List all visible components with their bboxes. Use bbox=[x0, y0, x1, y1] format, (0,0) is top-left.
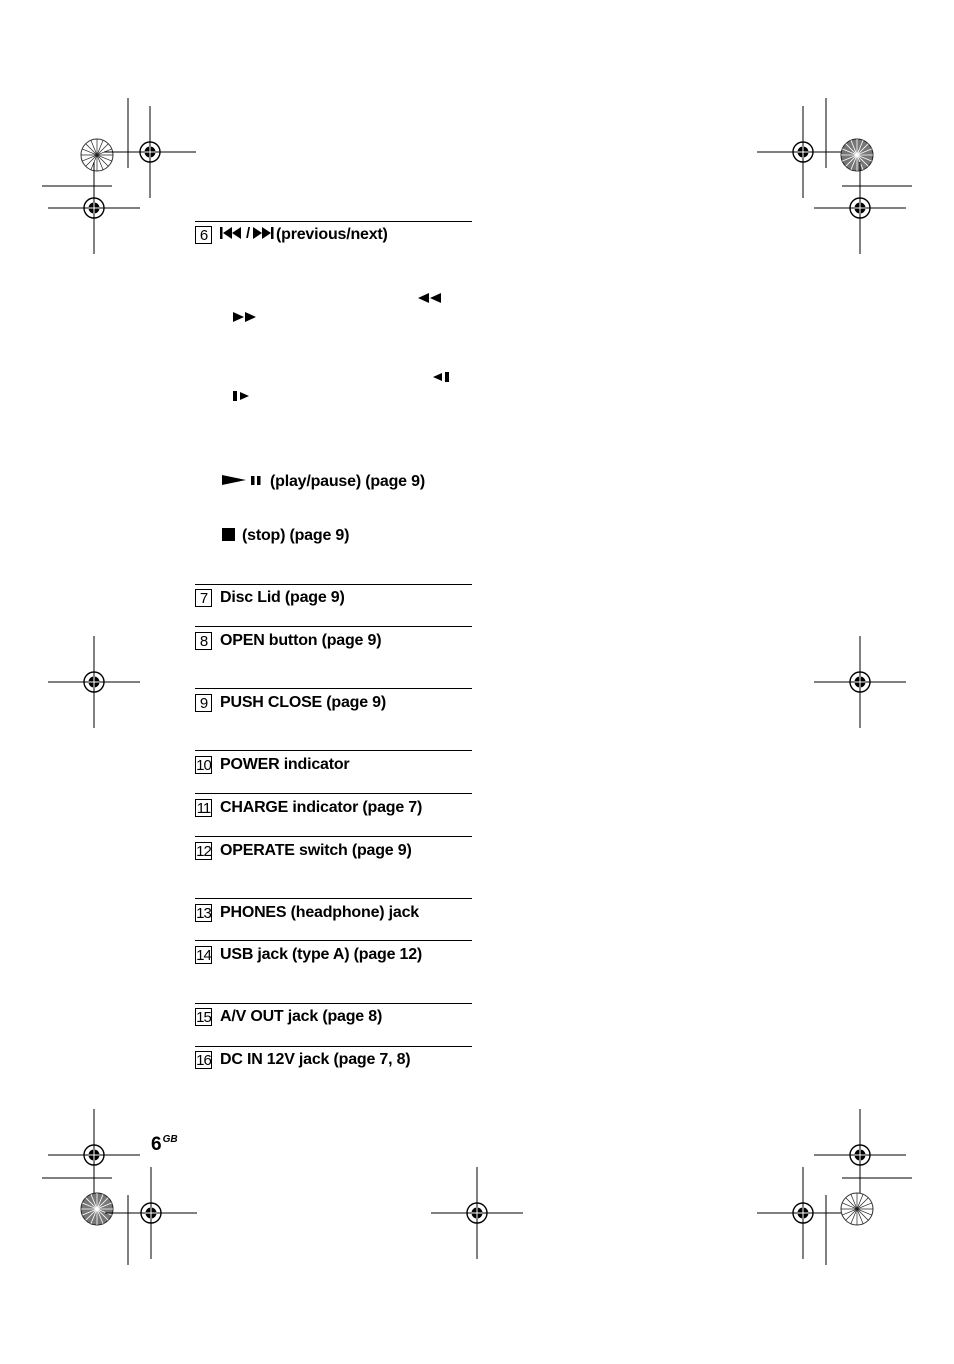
entry-divider bbox=[195, 1003, 472, 1004]
entry-power-indicator bbox=[195, 753, 349, 777]
entry-divider bbox=[195, 836, 472, 837]
entry-number: 7 bbox=[195, 589, 212, 607]
entry-divider bbox=[195, 940, 472, 941]
entry-divider bbox=[195, 584, 472, 585]
entry-number: 10 bbox=[196, 756, 211, 774]
entry-divider bbox=[195, 750, 472, 751]
fast-forward-icon bbox=[232, 311, 258, 323]
play-pause-icon bbox=[222, 473, 264, 492]
entry-label: A/V OUT jack (page 8) bbox=[220, 1008, 383, 1025]
play-pause-item bbox=[222, 470, 425, 494]
entry-label: OPEN button (page 9) bbox=[220, 632, 382, 649]
entry-number: 13 bbox=[196, 904, 211, 922]
entry-label: CHARGE indicator (page 7) bbox=[220, 799, 423, 816]
entry-label: PUSH CLOSE (page 9) bbox=[220, 694, 387, 711]
entry-number: 12 bbox=[196, 842, 211, 860]
stop-icon bbox=[222, 527, 236, 546]
slow-forward-icon bbox=[232, 390, 252, 402]
entry-number: 11 bbox=[196, 799, 211, 817]
entry-label: DC IN 12V jack (page 7, 8) bbox=[220, 1051, 411, 1068]
entry-label: Disc Lid (page 9) bbox=[220, 589, 345, 606]
entry-divider bbox=[195, 898, 472, 899]
entry-number: 16 bbox=[196, 1051, 211, 1069]
page-number-value: 6 bbox=[151, 1134, 162, 1155]
entry-label: PHONES (headphone) jack bbox=[220, 904, 419, 921]
entry-label: OPERATE switch (page 9) bbox=[220, 842, 412, 859]
entry-number: 14 bbox=[196, 946, 211, 964]
play-pause-label: (play/pause) (page 9) bbox=[270, 473, 425, 490]
entry-dc-in-jack bbox=[195, 1048, 410, 1072]
entry-divider bbox=[195, 688, 472, 689]
slow-reverse-icon bbox=[432, 371, 452, 383]
entry-previous-next bbox=[195, 223, 388, 247]
entry-number: 6 bbox=[195, 226, 212, 244]
entry-push-close bbox=[195, 691, 386, 715]
stop-item bbox=[222, 524, 349, 548]
svg-text:/: / bbox=[246, 225, 250, 240]
page-number-suffix: GB bbox=[162, 1134, 178, 1145]
entry-number: 8 bbox=[195, 632, 212, 650]
page-number bbox=[151, 1134, 178, 1156]
rewind-icon bbox=[417, 292, 443, 304]
entry-disc-lid bbox=[195, 586, 345, 610]
entry-divider bbox=[195, 793, 472, 794]
entry-usb-jack bbox=[195, 943, 422, 967]
entry-phones-jack bbox=[195, 901, 419, 925]
entry-operate-switch bbox=[195, 839, 412, 863]
entry-label: POWER indicator bbox=[220, 756, 350, 773]
entry-open-button bbox=[195, 629, 381, 653]
entry-av-out-jack bbox=[195, 1005, 382, 1029]
entry-divider bbox=[195, 221, 472, 222]
stop-label: (stop) (page 9) bbox=[242, 527, 350, 544]
entry-number: 15 bbox=[196, 1008, 211, 1026]
entry-charge-indicator bbox=[195, 796, 422, 820]
entry-divider bbox=[195, 1046, 472, 1047]
entry-label: (previous/next) bbox=[276, 226, 388, 243]
entry-number: 9 bbox=[195, 694, 212, 712]
entry-divider bbox=[195, 626, 472, 627]
entry-label: USB jack (type A) (page 12) bbox=[220, 946, 423, 963]
